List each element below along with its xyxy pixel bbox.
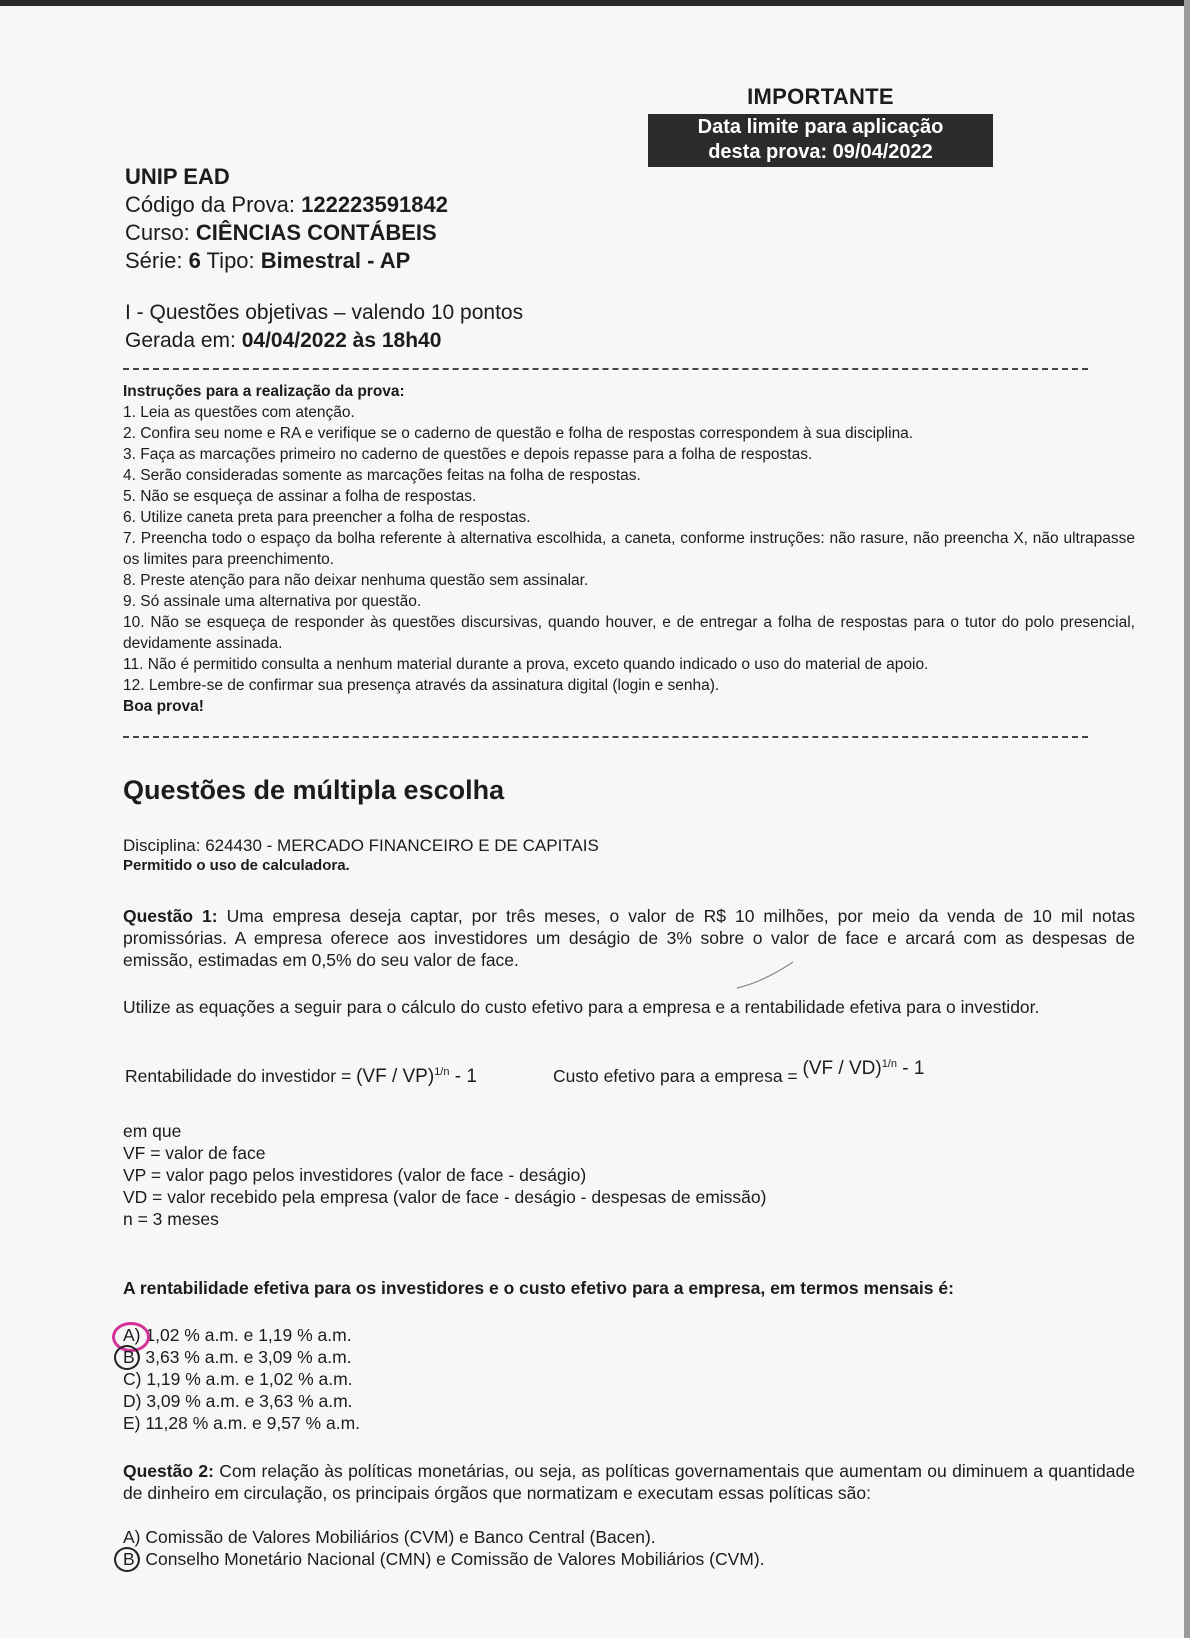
instruction-item: 3. Faça as marcações primeiro no caderno de questões e depois repasse para a folha de respostas.	[123, 446, 813, 463]
deadline-line-1: Data limite para aplicação	[697, 116, 944, 138]
deadline-box	[648, 114, 993, 167]
option-a[interactable]: A) 1,02 % a.m. e 1,19 % a.m.	[123, 1324, 360, 1346]
section-line: I - Questões objetivas – valendo 10 pontos	[125, 301, 524, 324]
instruction-item: 4. Serão consideradas somente as marcações feitas na folha de respostas.	[123, 467, 641, 484]
question-1	[123, 905, 1135, 971]
instruction-item: 6. Utilize caneta preta para preencher a folha de respostas.	[123, 509, 531, 526]
question-1-label: Questão 1:	[123, 906, 218, 926]
discipline	[123, 836, 599, 876]
option-c[interactable]: C) 1,19 % a.m. e 1,02 % a.m.	[123, 1369, 353, 1389]
definition-line: VF = valor de face	[123, 1143, 266, 1163]
instruction-item: 7. Preencha todo o espaço da bolha referente à alternativa escolhida, a caneta, conforme instruções: não rasure, não preencha X, não ultrapasse os limites para preenchimento.	[123, 530, 1135, 568]
serie-tipo: Série: 6 Tipo: Bimestral - AP	[125, 248, 411, 273]
instructions-title: Instruções para a realização da prova:	[123, 383, 405, 400]
pen-stroke-mark	[735, 960, 795, 990]
calculator-note: Permitido o uso de calculadora.	[123, 857, 350, 874]
question-2-text: Com relação às políticas monetárias, ou seja, as políticas governamentais que aumentam ou diminuem a quantidade de dinheiro em circulação, os principais órgãos que normatizam e executam essas políticas são:	[123, 1461, 1135, 1503]
question-1-prompt: A rentabilidade efetiva para os investidores e o custo efetivo para a empresa, em termos mensais é:	[123, 1278, 954, 1298]
question-1-text: Uma empresa deseja captar, por três meses, o valor de R$ 10 milhões, por meio da venda de 10 mil notas promissórias. A empresa oferece aos investidores um deságio de 3% sobre o valor de face e arcará com as despesas de emissão, estimadas em 0,5% do seu valor de face.	[123, 906, 1135, 970]
divider-top	[123, 368, 1088, 370]
section-info	[125, 299, 523, 355]
scan-top-edge	[0, 0, 1190, 6]
option-b[interactable]: B) 3,63 % a.m. e 3,09 % a.m.	[123, 1346, 360, 1368]
option-e[interactable]: E) 11,28 % a.m. e 9,57 % a.m.	[123, 1413, 361, 1433]
definitions	[123, 1120, 766, 1230]
instruction-item: 5. Não se esqueça de assinar a folha de respostas.	[123, 488, 477, 505]
scan-right-edge	[1184, 0, 1190, 1638]
question-2-label: Questão 2:	[123, 1461, 214, 1481]
instruction-item: 10. Não se esqueça de responder às questões discursivas, quando houver, e de entregar a folha de respostas para o tutor do polo presencial, devidamente assinada.	[123, 614, 1135, 652]
good-luck: Boa prova!	[123, 698, 204, 715]
definition-line: VD = valor recebido pela empresa (valor de face - deságio - despesas de emissão)	[123, 1187, 767, 1207]
question-1-options	[123, 1324, 360, 1434]
option-b[interactable]: B) Conselho Monetário Nacional (CMN) e Comissão de Valores Mobiliários (CVM).	[123, 1548, 765, 1570]
pen-answer-circle	[114, 1345, 140, 1370]
definition-line: n = 3 meses	[123, 1209, 219, 1229]
instruction-item: 12. Lembre-se de confirmar sua presença através da assinatura digital (login e senha).	[123, 677, 720, 694]
instruction-item: 9. Só assinale uma alternativa por questão.	[123, 593, 422, 610]
important-notice	[648, 84, 993, 167]
course: Curso: CIÊNCIAS CONTÁBEIS	[125, 220, 437, 245]
instruction-item: 1. Leia as questões com atenção.	[123, 404, 355, 421]
instruction-item: 8. Preste atenção para não deixar nenhuma questão sem assinalar.	[123, 572, 589, 589]
definition-line: em que	[123, 1121, 182, 1141]
important-title: IMPORTANTE	[747, 84, 894, 109]
instruction-item: 11. Não é permitido consulta a nenhum material durante a prova, exceto quando indicado o uso do material de apoio.	[123, 656, 929, 673]
definition-line: VP = valor pago pelos investidores (valor de face - deságio)	[123, 1165, 587, 1185]
option-d[interactable]: D) 3,09 % a.m. e 3,63 % a.m.	[123, 1391, 353, 1411]
question-1-instructions: Utilize as equações a seguir para o cálculo do custo efetivo para a empresa e a rentabilidade efetiva para o investidor.	[123, 997, 1040, 1017]
divider-bottom	[123, 736, 1088, 738]
question-2-options	[123, 1526, 765, 1570]
exam-code: Código da Prova: 122223591842	[125, 192, 448, 217]
formula-investor: Rentabilidade do investidor = (VF / VP)$^{1/n}$ - 1	[125, 1066, 477, 1087]
question-2	[123, 1460, 1135, 1504]
option-a[interactable]: A) Comissão de Valores Mobiliários (CVM) e Banco Central (Bacen).	[123, 1527, 656, 1547]
deadline-line-2: desta prova: 09/04/2022	[708, 141, 933, 163]
pen-answer-circle	[114, 1547, 140, 1572]
instructions	[123, 381, 1135, 717]
discipline-line: Disciplina: 624430 - MERCADO FINANCEIRO E DE CAPITAIS	[123, 836, 599, 855]
generated-date: Gerada em: 04/04/2022 às 18h40	[125, 329, 442, 352]
formula-company: Custo efetivo para a empresa = (VF / VD)$^{1/n}$ - 1	[553, 1058, 925, 1086]
multiple-choice-title: Questões de múltipla escolha	[123, 775, 505, 805]
instruction-item: 2. Confira seu nome e RA e verifique se o caderno de questão e folha de respostas correspondem à sua disciplina.	[123, 425, 914, 442]
organization: UNIP EAD	[125, 164, 230, 189]
exam-header	[125, 163, 448, 275]
